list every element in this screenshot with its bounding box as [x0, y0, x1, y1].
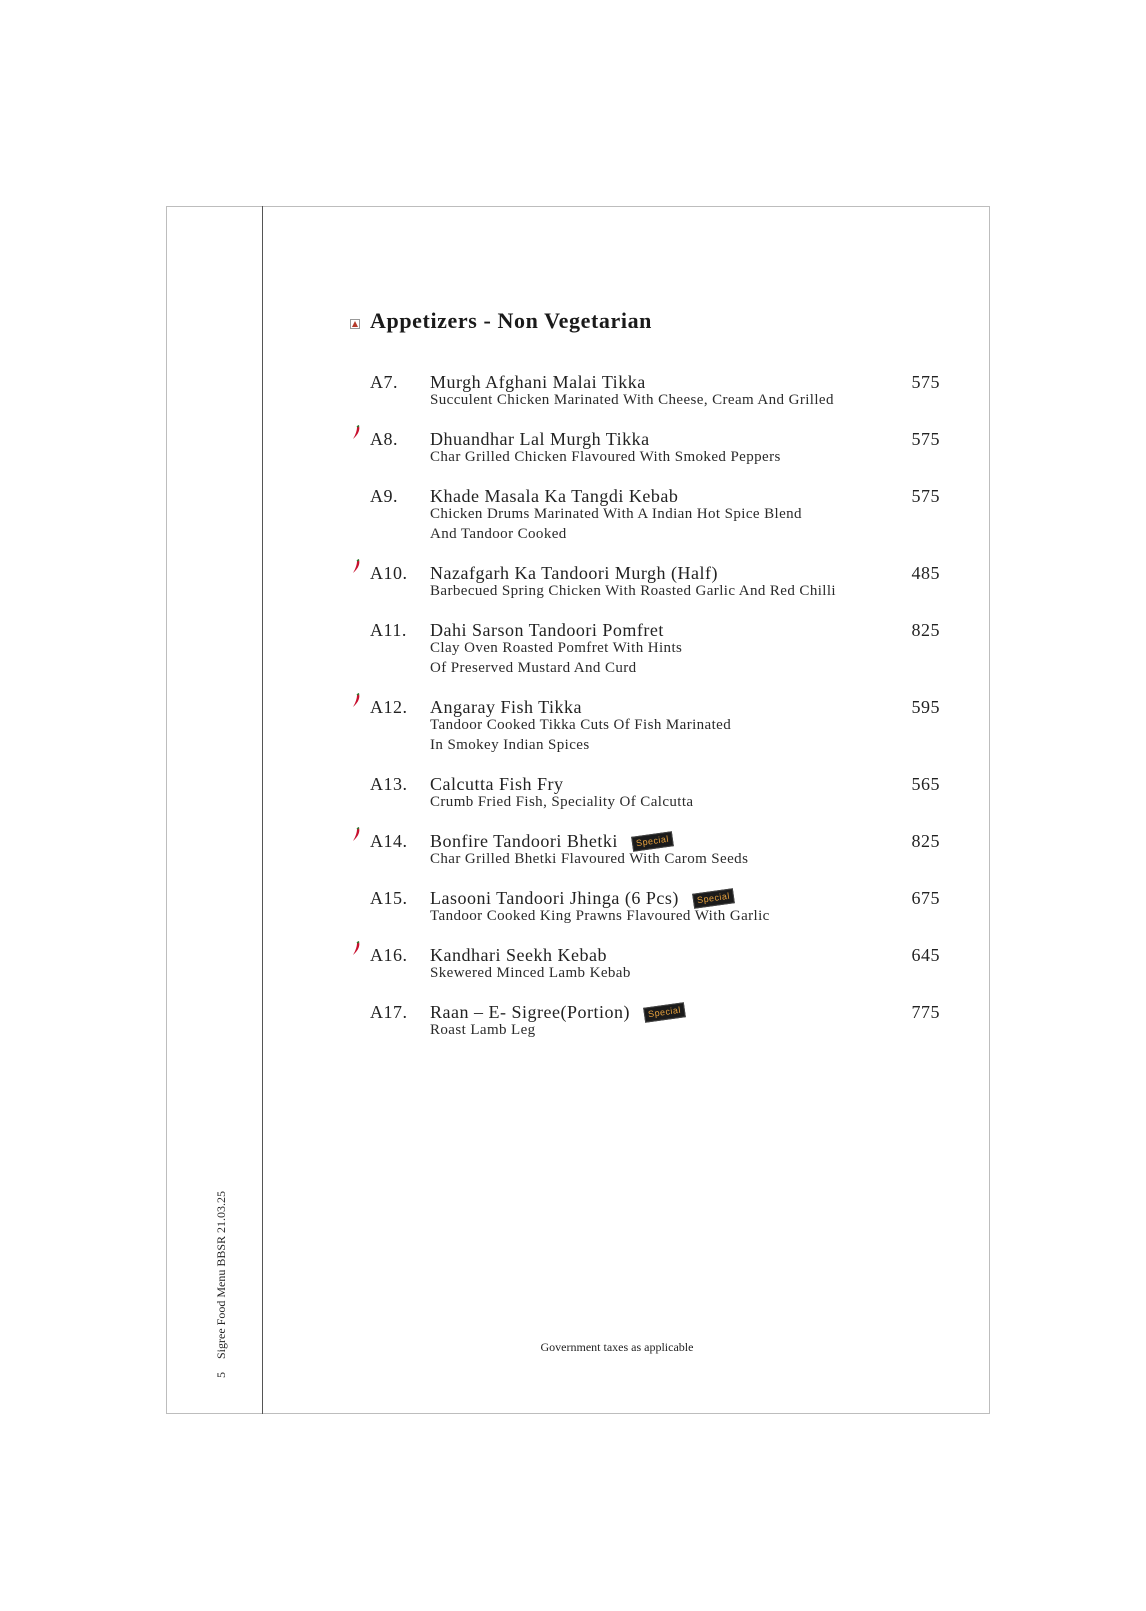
- menu-item: [350, 996, 940, 1040]
- item-description: Tandoor Cooked Tikka Cuts Of Fish Marinated: [430, 717, 732, 733]
- chili-icon: [350, 691, 370, 713]
- footer: [0, 1340, 1146, 1355]
- special-badge: Special: [631, 831, 674, 852]
- page-number: 5: [214, 1372, 228, 1378]
- item-code: A11.: [370, 620, 407, 640]
- item-name: Khade Masala Ka Tangdi Kebab: [430, 486, 679, 506]
- item-price: 645: [911, 945, 940, 965]
- section-title: Appetizers - Non Vegetarian: [370, 308, 653, 333]
- menu-item: [350, 768, 940, 812]
- item-price: 575: [911, 429, 940, 449]
- item-description: Chicken Drums Marinated With A Indian Hot Spice Blend: [430, 506, 802, 522]
- chili-placeholder: [350, 996, 370, 1018]
- menu-item: [350, 825, 940, 869]
- menu-item: [350, 480, 940, 544]
- item-name: Calcutta Fish Fry: [430, 774, 564, 794]
- special-badge: Special: [643, 1002, 686, 1023]
- item-price: 485: [911, 563, 940, 583]
- item-code: A16.: [370, 945, 408, 965]
- item-name: Dahi Sarson Tandoori Pomfret: [430, 620, 664, 640]
- item-price: 675: [911, 888, 940, 908]
- menu-items-list: [350, 366, 940, 1053]
- chili-placeholder: [350, 366, 370, 388]
- item-code: A13.: [370, 774, 408, 794]
- menu-item: [350, 557, 940, 601]
- menu-item: [350, 614, 940, 678]
- item-description: Roast Lamb Leg: [430, 1022, 536, 1038]
- chili-icon: [350, 939, 370, 961]
- menu-item: [350, 882, 940, 926]
- chili-placeholder: [350, 614, 370, 636]
- item-description: Barbecued Spring Chicken With Roasted Garlic And Red Chilli: [430, 583, 836, 599]
- item-code: A10.: [370, 563, 408, 583]
- item-name: Lasooni Tandoori Jhinga (6 Pcs): [430, 888, 679, 908]
- item-price: 775: [911, 1002, 940, 1022]
- chili-icon: [350, 423, 370, 445]
- item-code: A15.: [370, 888, 408, 908]
- item-price: 575: [911, 372, 940, 392]
- item-description: In Smokey Indian Spices: [430, 737, 590, 753]
- section-bullet-icon: [350, 316, 360, 326]
- item-name: Kandhari Seekh Kebab: [430, 945, 607, 965]
- menu-item: [350, 691, 940, 755]
- item-description: Skewered Minced Lamb Kebab: [430, 965, 631, 981]
- item-price: 595: [911, 697, 940, 717]
- sidebar-divider: [262, 206, 263, 1414]
- item-description: Crumb Fried Fish, Speciality Of Calcutta: [430, 794, 694, 810]
- menu-item: [350, 366, 940, 410]
- item-description: Tandoor Cooked King Prawns Flavoured With Garlic: [430, 908, 770, 924]
- section-header: [350, 308, 652, 334]
- chili-placeholder: [350, 480, 370, 502]
- item-price: 825: [911, 831, 940, 851]
- item-description: Char Grilled Bhetki Flavoured With Carom Seeds: [430, 851, 749, 867]
- item-description: Clay Oven Roasted Pomfret With Hints: [430, 640, 683, 656]
- item-name: Raan – E- Sigree(Portion): [430, 1002, 630, 1022]
- chili-placeholder: [350, 882, 370, 904]
- item-name: Angaray Fish Tikka: [430, 697, 583, 717]
- item-description: Char Grilled Chicken Flavoured With Smoked Peppers: [430, 449, 781, 465]
- tax-note: Government taxes as applicable: [540, 1340, 694, 1354]
- menu-item: [350, 939, 940, 983]
- item-code: A9.: [370, 486, 398, 506]
- special-badge: Special: [692, 888, 735, 909]
- item-price: 565: [911, 774, 940, 794]
- item-price: 575: [911, 486, 940, 506]
- item-description: Of Preserved Mustard And Curd: [430, 660, 637, 676]
- item-code: A7.: [370, 372, 398, 392]
- item-code: A14.: [370, 831, 408, 851]
- item-name: Dhuandhar Lal Murgh Tikka: [430, 429, 650, 449]
- menu-item: [350, 423, 940, 467]
- item-name: Murgh Afghani Malai Tikka: [430, 372, 646, 392]
- item-code: A8.: [370, 429, 398, 449]
- item-description: Succulent Chicken Marinated With Cheese, Cream And Grilled: [430, 392, 834, 408]
- item-name: Nazafgarh Ka Tandoori Murgh (Half): [430, 563, 718, 583]
- item-name: Bonfire Tandoori Bhetki: [430, 831, 618, 851]
- item-code: A17.: [370, 1002, 408, 1022]
- chili-icon: [350, 825, 370, 847]
- doc-label: Sigree Food Menu BBSR 21.03.25: [214, 1190, 228, 1359]
- item-price: 825: [911, 620, 940, 640]
- chili-placeholder: [350, 768, 370, 790]
- chili-icon: [350, 557, 370, 579]
- item-code: A12.: [370, 697, 408, 717]
- item-description: And Tandoor Cooked: [430, 526, 567, 542]
